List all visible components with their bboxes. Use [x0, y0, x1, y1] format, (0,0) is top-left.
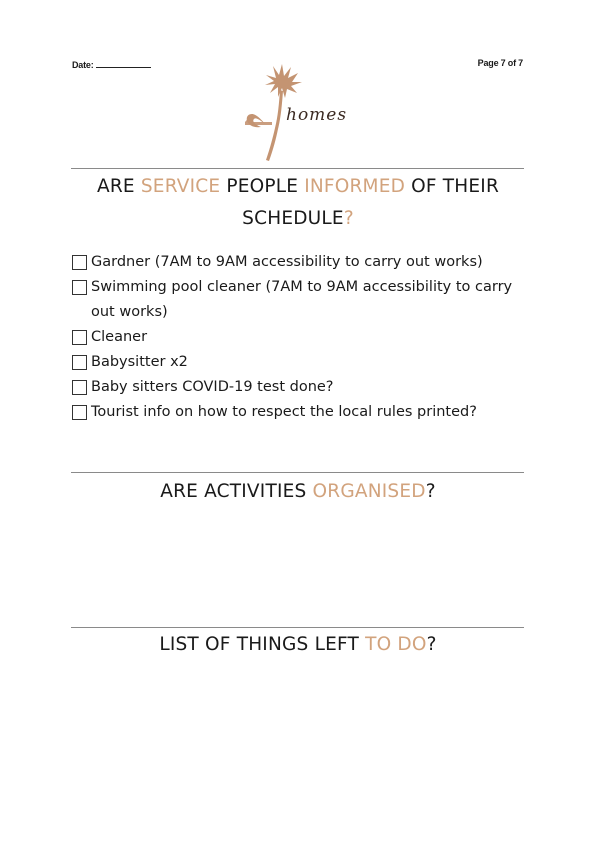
- checkbox[interactable]: [72, 255, 87, 270]
- heading-line: [242, 208, 354, 229]
- date-label: Date:: [72, 60, 94, 70]
- checklist-item-label: Swimming pool cleaner (7AM to 9AM accessibility to carry out works): [91, 279, 513, 320]
- heading-text: PEOPLE: [220, 176, 305, 197]
- heading-accent-text: ?: [343, 208, 354, 229]
- heading-text: LIST OF THINGS LEFT: [159, 634, 366, 655]
- logo-text: homes: [286, 105, 348, 125]
- heading-text: ARE ACTIVITIES: [160, 481, 313, 502]
- heading-accent-text: INFORMED: [304, 176, 406, 197]
- checklist-item: [72, 400, 532, 425]
- section-heading-activities: [60, 476, 536, 508]
- checkbox[interactable]: [72, 330, 87, 345]
- heading-text: ARE: [96, 176, 141, 197]
- heading-accent-text: SERVICE: [140, 176, 221, 197]
- checkbox[interactable]: [72, 355, 87, 370]
- checklist-item: [72, 275, 532, 325]
- checklist-item-label: Babysitter x2: [91, 354, 188, 370]
- checklist-item-label: Baby sitters COVID-19 test done?: [91, 379, 334, 395]
- service-checklist: [72, 250, 532, 425]
- date-blank-line[interactable]: [96, 58, 151, 68]
- date-field: [72, 58, 151, 70]
- heading-accent-text: ORGANISED: [312, 481, 426, 502]
- divider: [71, 168, 524, 169]
- heading-text: SCHEDULE: [242, 208, 344, 229]
- checkbox[interactable]: [72, 405, 87, 420]
- checklist-item: [72, 325, 532, 350]
- heading-line: [159, 634, 436, 655]
- heading-text: OF THEIR: [405, 176, 500, 197]
- checklist-item-label: Cleaner: [91, 329, 148, 345]
- heading-line: [97, 176, 499, 197]
- heading-accent-text: TO DO: [365, 634, 427, 655]
- heading-line: [160, 481, 435, 502]
- checklist-item-label: Gardner (7AM to 9AM accessibility to carry out works): [91, 254, 483, 270]
- heading-text: ?: [426, 634, 437, 655]
- heading-text: ?: [425, 481, 436, 502]
- checkbox[interactable]: [72, 380, 87, 395]
- checklist-item: [72, 250, 532, 275]
- section-heading-todo: [60, 629, 536, 661]
- checklist-item: [72, 350, 532, 375]
- logo: [242, 64, 360, 162]
- checkbox[interactable]: [72, 280, 87, 295]
- divider: [71, 627, 524, 628]
- checklist-item: [72, 375, 532, 400]
- divider: [71, 472, 524, 473]
- page-number: Page 7 of 7: [477, 58, 523, 68]
- checklist-item-label: Tourist info on how to respect the local rules printed?: [91, 404, 477, 420]
- section-heading-service: [60, 171, 536, 235]
